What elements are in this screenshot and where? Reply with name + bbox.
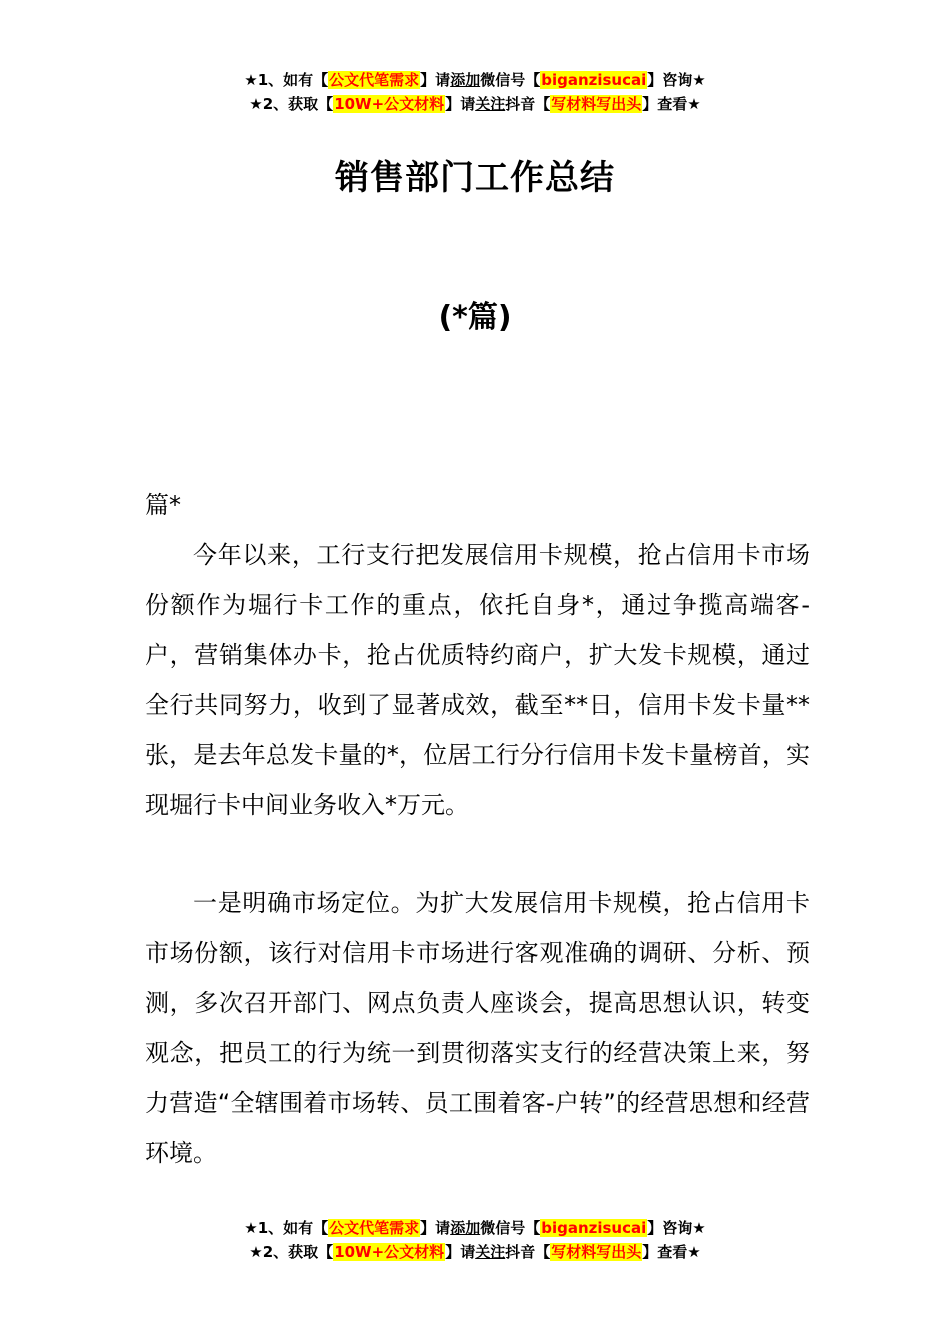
banner-text: 】查看★ bbox=[642, 95, 701, 113]
paragraph: 一是明确市场定位。为扩大发展信用卡规模，抢占信用卡市场份额，该行对信用卡市场进行客观准确的调研、分析、预测，多次召开部门、网点负责人座谈会，提高思想认识，转变观念，把员工的行为统一到贯彻落实支行的经营决策上来，努力营造“全辖围着市场转、员工围着客-户转”的经营思想和经营环境。 bbox=[145, 889, 810, 1167]
underlined-text: 关注 bbox=[475, 95, 506, 113]
banner-text: 微信号【 bbox=[480, 1219, 541, 1237]
body-section-2 bbox=[145, 878, 810, 1178]
banner-line-1 bbox=[0, 68, 950, 92]
banner-text: 】咨询★ bbox=[647, 1219, 706, 1237]
highlight-text: 公文代笔需求 bbox=[329, 71, 420, 89]
banner-text: 】请 bbox=[420, 71, 451, 89]
douyin-account: 写材料写出头 bbox=[551, 1243, 642, 1261]
highlight-text: 10W+公文材料 bbox=[334, 1243, 445, 1261]
body-section-1 bbox=[145, 530, 810, 830]
wechat-id: biganzisucai bbox=[541, 1219, 647, 1237]
banner-text: 抖音【 bbox=[505, 95, 551, 113]
highlight-text: 10W+公文材料 bbox=[334, 95, 445, 113]
highlight-text: 公文代笔需求 bbox=[329, 1219, 420, 1237]
banner-text: 抖音【 bbox=[505, 1243, 551, 1261]
banner-text: 】请 bbox=[445, 95, 476, 113]
banner-line-1 bbox=[0, 1216, 950, 1240]
underlined-text: 添加 bbox=[450, 71, 481, 89]
header-banner bbox=[0, 68, 950, 116]
banner-text: 微信号【 bbox=[480, 71, 541, 89]
banner-text: 】请 bbox=[420, 1219, 451, 1237]
banner-text: ★2、获取【 bbox=[249, 95, 334, 113]
document-title: 销售部门工作总结 bbox=[335, 158, 615, 198]
banner-text: 】请 bbox=[445, 1243, 476, 1261]
section-label: 篇* bbox=[145, 491, 181, 519]
underlined-text: 关注 bbox=[475, 1243, 506, 1261]
banner-text: ★2、获取【 bbox=[249, 1243, 334, 1261]
banner-text: 】咨询★ bbox=[647, 71, 706, 89]
underlined-text: 添加 bbox=[450, 1219, 481, 1237]
banner-text: ★1、如有【 bbox=[244, 71, 329, 89]
banner-text: ★1、如有【 bbox=[244, 1219, 329, 1237]
banner-line-2 bbox=[0, 92, 950, 116]
document-subtitle: (*篇) bbox=[438, 300, 512, 335]
wechat-id: biganzisucai bbox=[541, 71, 647, 89]
douyin-account: 写材料写出头 bbox=[551, 95, 642, 113]
paragraph: 今年以来，工行支行把发展信用卡规模，抢占信用卡市场份额作为堀行卡工作的重点，依托自身*，通过争揽高端客-户，营销集体办卡，抢占优质特约商户，扩大发卡规模，通过全行共同努力，收到了显著成效，截至**日，信用卡发卡量**张，是去年总发卡量的*，位居工行分行信用卡发卡量榜首，实现堀行卡中间业务收入*万元。 bbox=[145, 541, 810, 819]
banner-line-2 bbox=[0, 1240, 950, 1264]
footer-banner bbox=[0, 1216, 950, 1264]
banner-text: 】查看★ bbox=[642, 1243, 701, 1261]
